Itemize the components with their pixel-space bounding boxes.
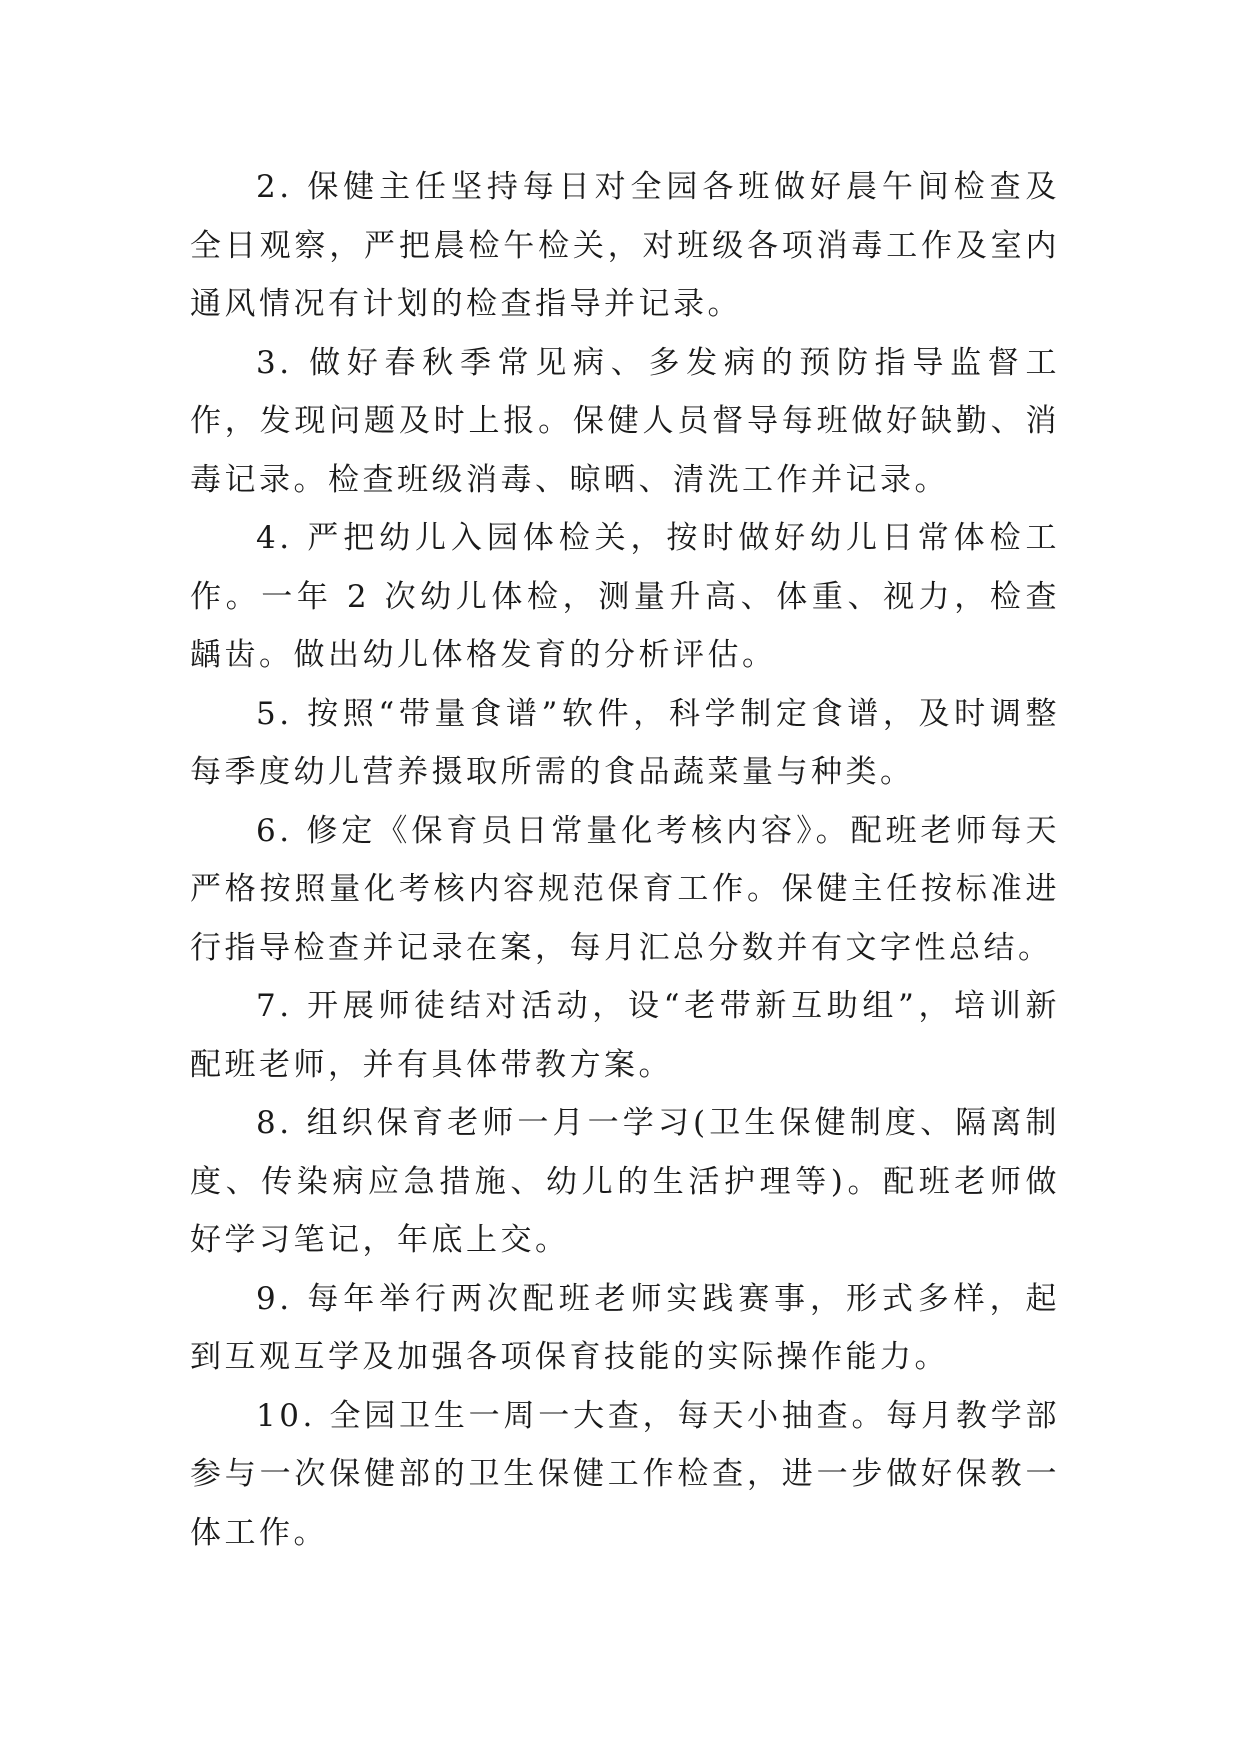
paragraph-item-7: 7. 开展师徒结对活动，设“老带新互助组”，培训新配班老师，并有具体带教方案。 bbox=[190, 988, 1060, 1083]
paragraph-item-9: 9. 每年举行两次配班老师实践赛事，形式多样，起到互观互学及加强各项保育技能的实际操作能力。 bbox=[190, 1280, 1060, 1375]
paragraph-item-6: 6. 修定《保育员日常量化考核内容》。配班老师每天严格按照量化考核内容规范保育工作。保健主任按标准进行指导检查并记录在案，每月汇总分数并有文字性总结。 bbox=[190, 812, 1060, 966]
paragraph-item-2: 2. 保健主任坚持每日对全园各班做好晨午间检查及全日观察，严把晨检午检关，对班级各项消毒工作及室内通风情况有计划的检查指导并记录。 bbox=[190, 169, 1060, 322]
paragraph-item-8: 8. 组织保育老师一月一学习(卫生保健制度、隔离制度、传染病应急措施、幼儿的生活护理等)。配班老师做好学习笔记，年底上交。 bbox=[190, 1105, 1060, 1258]
document-body bbox=[190, 158, 1060, 1562]
paragraph-item-3: 3. 做好春秋季常见病、多发病的预防指导监督工作，发现问题及时上报。保健人员督导每班做好缺勤、消毒记录。检查班级消毒、晾晒、清洗工作并记录。 bbox=[190, 344, 1060, 498]
paragraph-item-10: 10. 全园卫生一周一大查，每天小抽查。每月教学部参与一次保健部的卫生保健工作检查，进一步做好保教一体工作。 bbox=[190, 1397, 1060, 1551]
paragraph-item-4: 4. 严把幼儿入园体检关，按时做好幼儿日常体检工作。一年 2 次幼儿体检，测量升高、体重、视力，检查龋齿。做出幼儿体格发育的分析评估。 bbox=[190, 520, 1060, 673]
paragraph-item-5: 5. 按照“带量食谱”软件，科学制定食谱，及时调整每季度幼儿营养摄取所需的食品蔬菜量与种类。 bbox=[190, 695, 1060, 790]
